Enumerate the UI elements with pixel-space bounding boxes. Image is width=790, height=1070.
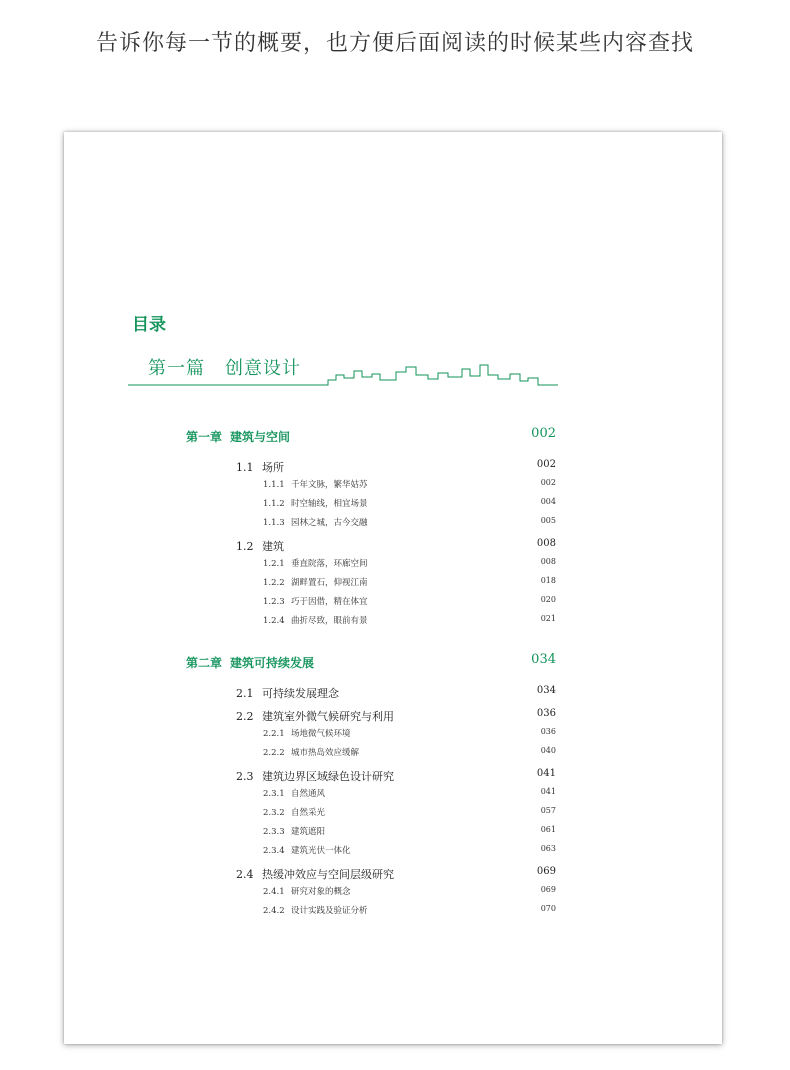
subsection-page: 061 xyxy=(540,825,556,834)
subsection-1-1-2[interactable] xyxy=(263,497,556,509)
subsection-page: 057 xyxy=(540,806,556,815)
section-name: 场所 xyxy=(262,461,284,474)
section-2-4[interactable] xyxy=(236,866,556,882)
section-number: 2.1 xyxy=(236,687,254,700)
subsection-number: 2.3.1 xyxy=(263,789,285,799)
subsection-2-2-1[interactable] xyxy=(263,727,556,739)
subsection-page: 070 xyxy=(540,904,556,913)
section-page: 034 xyxy=(536,685,556,696)
chapter-page: 002 xyxy=(531,426,556,441)
subsection-number: 2.4.2 xyxy=(263,906,285,916)
section-2-1[interactable] xyxy=(236,685,556,701)
subsection-name: 自然采光 xyxy=(291,808,326,818)
subsection-name: 城市热岛效应缓解 xyxy=(291,748,360,758)
subsection-number: 2.4.1 xyxy=(263,887,285,897)
subsection-page: 004 xyxy=(540,497,556,506)
section-name: 热缓冲效应与空间层级研究 xyxy=(262,868,394,881)
section-page: 036 xyxy=(536,708,556,719)
subsection-name: 湖畔置石，仰视江南 xyxy=(291,578,368,588)
subsection-page: 036 xyxy=(540,727,556,736)
section-name: 建筑 xyxy=(262,540,284,553)
subsection-page: 040 xyxy=(540,746,556,755)
subsection-page: 069 xyxy=(540,885,556,894)
subsection-1-2-2[interactable] xyxy=(263,576,556,588)
section-1-1[interactable] xyxy=(236,459,556,475)
subsection-name: 时空轴线，相宜场景 xyxy=(291,499,368,509)
section-page: 069 xyxy=(536,866,556,877)
chapter-name: 建筑可持续发展 xyxy=(230,656,315,670)
section-page: 041 xyxy=(536,768,556,779)
subsection-2-3-1[interactable] xyxy=(263,787,556,799)
subsection-2-3-3[interactable] xyxy=(263,825,556,837)
chapter-2[interactable] xyxy=(186,654,556,671)
section-number: 2.2 xyxy=(236,710,254,723)
subsection-page: 063 xyxy=(540,844,556,853)
subsection-1-1-1[interactable] xyxy=(263,478,556,490)
subsection-name: 千年文脉，繁华姑苏 xyxy=(291,480,368,490)
part-name: 创意设计 xyxy=(225,358,301,379)
section-2-3[interactable] xyxy=(236,768,556,784)
subsection-page: 018 xyxy=(540,576,556,585)
subsection-number: 2.2.1 xyxy=(263,729,285,739)
subsection-number: 1.1.2 xyxy=(263,499,285,509)
subsection-page: 020 xyxy=(540,595,556,604)
subsection-name: 巧于因借，精在体宜 xyxy=(291,597,368,607)
subsection-2-4-2[interactable] xyxy=(263,904,556,916)
section-1-2[interactable] xyxy=(236,538,556,554)
caption-text: 告诉你每一节的概要，也方便后面阅读的时候某些内容查找 xyxy=(95,31,694,56)
subsection-page: 041 xyxy=(540,787,556,796)
subsection-page: 008 xyxy=(540,557,556,566)
book-page xyxy=(64,132,722,1044)
subsection-1-2-3[interactable] xyxy=(263,595,556,607)
subsection-number: 1.2.1 xyxy=(263,559,285,569)
section-name: 建筑室外微气候研究与利用 xyxy=(262,710,394,723)
section-number: 2.4 xyxy=(236,868,254,881)
subsection-page: 002 xyxy=(540,478,556,487)
skyline-decoration xyxy=(128,360,558,390)
subsection-1-2-4[interactable] xyxy=(263,614,556,626)
subsection-name: 垂直院落，环廊空间 xyxy=(291,559,368,569)
chapter-1[interactable] xyxy=(186,428,556,445)
subsection-2-3-2[interactable] xyxy=(263,806,556,818)
subsection-number: 2.3.3 xyxy=(263,827,285,837)
part-number: 第一篇 xyxy=(148,358,205,379)
subsection-1-2-1[interactable] xyxy=(263,557,556,569)
chapter-number: 第一章 xyxy=(186,430,223,444)
chapter-name: 建筑与空间 xyxy=(230,430,291,444)
subsection-2-4-1[interactable] xyxy=(263,885,556,897)
chapter-number: 第二章 xyxy=(186,656,223,670)
subsection-name: 研究对象的概念 xyxy=(291,887,351,897)
subsection-page: 005 xyxy=(540,516,556,525)
section-number: 2.3 xyxy=(236,770,254,783)
subsection-number: 1.2.3 xyxy=(263,597,285,607)
section-name: 可持续发展理念 xyxy=(262,687,339,700)
subsection-name: 建筑遮阳 xyxy=(291,827,326,837)
subsection-name: 曲折尽致，眼前有景 xyxy=(291,616,368,626)
subsection-name: 建筑光伏一体化 xyxy=(291,846,351,856)
subsection-number: 1.2.2 xyxy=(263,578,285,588)
subsection-2-2-2[interactable] xyxy=(263,746,556,758)
subsection-number: 1.2.4 xyxy=(263,616,285,626)
subsection-number: 2.2.2 xyxy=(263,748,285,758)
subsection-page: 021 xyxy=(540,614,556,623)
subsection-number: 1.1.1 xyxy=(263,480,285,490)
section-name: 建筑边界区域绿色设计研究 xyxy=(262,770,394,783)
chapter-page: 034 xyxy=(531,652,556,667)
subsection-number: 1.1.3 xyxy=(263,518,285,528)
section-number: 1.2 xyxy=(236,540,254,553)
subsection-name: 园林之城，古今交融 xyxy=(291,518,368,528)
section-page: 008 xyxy=(536,538,556,549)
toc-title: 目录 xyxy=(132,315,166,335)
section-number: 1.1 xyxy=(236,461,254,474)
section-page: 002 xyxy=(536,459,556,470)
subsection-1-1-3[interactable] xyxy=(263,516,556,528)
subsection-number: 2.3.4 xyxy=(263,846,285,856)
section-2-2[interactable] xyxy=(236,708,556,724)
subsection-2-3-4[interactable] xyxy=(263,844,556,856)
subsection-name: 场地微气候环境 xyxy=(291,729,351,739)
subsection-name: 自然通风 xyxy=(291,789,326,799)
subsection-name: 设计实践及验证分析 xyxy=(291,906,368,916)
subsection-number: 2.3.2 xyxy=(263,808,285,818)
